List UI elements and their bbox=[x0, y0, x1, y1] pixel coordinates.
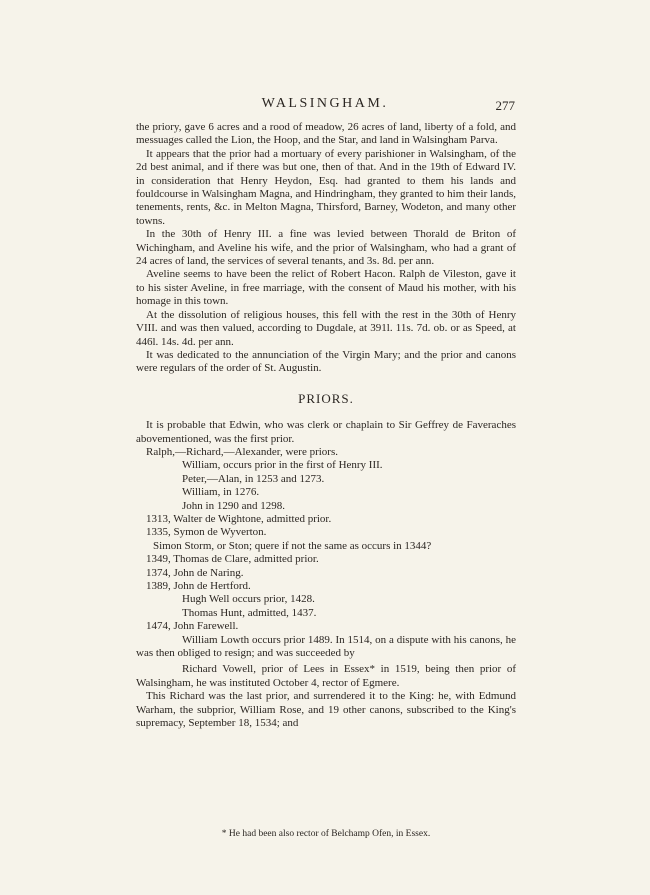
list-item: 1474, John Farewell. bbox=[146, 620, 239, 633]
list-item: Thomas Hunt, admitted, 1437. bbox=[182, 606, 317, 619]
section-heading: PRIORS. bbox=[298, 390, 354, 406]
list-item: 1389, John de Hertford. bbox=[146, 580, 251, 592]
list-item: Richard Vowell, prior of Lees in Essex* in 1519, being then prior of Walsingham, he was instituted October 4, rector of Egmere. bbox=[136, 663, 516, 689]
list-item: Hugh Well occurs prior, 1428. bbox=[182, 593, 315, 606]
list-item: John in 1290 and 1298. bbox=[182, 499, 285, 512]
list-item: Ralph,—Richard,—Alexander, were priors. bbox=[146, 445, 339, 458]
footnote: * He had been also rector of Belchamp Ofen, in Essex. bbox=[221, 829, 431, 839]
paragraph: This Richard was the last prior, and surrendered it to the King: he, with Edmund Warham, the subprior, William Rose, and 19 other canons, subscribed to the King's supremacy, September 18, 1534; and bbox=[136, 690, 516, 730]
paragraph: At the dissolution of religious houses, this fell with the rest in the 30th of Henry VIII. and was then valued, according to Dugdale, at 391l. 11s. 7d. ob. or as Speed, at 446l. 14s. 4d. per ann. bbox=[136, 308, 516, 348]
body-text bbox=[136, 121, 516, 730]
list-item: 1313, Walter de Wightone, admitted prior. bbox=[146, 512, 332, 525]
list-item: Simon Storm, or Ston; quere if not the same as occurs in 1344? bbox=[153, 539, 432, 552]
list-item: William, in 1276. bbox=[182, 486, 260, 499]
paragraph: In the 30th of Henry III. a fine was levied between Thorald de Briton of Wichingham, and Aveline his wife, and the prior of Walsingham, who had a grant of 24 acres of land, the services of several tenants, and 3s. 8d. per ann. bbox=[136, 228, 516, 268]
list-item: 1335, Symon de Wyverton. bbox=[146, 526, 267, 539]
paragraph: the priory, gave 6 acres and a rood of meadow, 26 acres of land, liberty of a fold, and messuages called the Lion, the Hoop, and the Star, and land in Walsingham Parva. bbox=[136, 121, 516, 147]
paragraph: It was dedicated to the annunciation of the Virgin Mary; and the prior and canons were regulars of the order of St. Augustin. bbox=[136, 348, 516, 375]
paragraph: It appears that the prior had a mortuary of every parishioner in Walsingham, of the 2d best animal, and if there was but one, then of that. And in the 19th of Edward IV. in consideration that Henry Heydon, Esq. had granted to them his lands and fouldcourse in Walsingham Magna, and Hindringham, they granted to him their lands, tenements, rents, &c. in Melton Magna, Thirsford, Barney, Wodeton, and many other towns. bbox=[136, 147, 516, 227]
list-item: Peter,—Alan, in 1253 and 1273. bbox=[182, 472, 325, 485]
page-number: 277 bbox=[495, 98, 515, 113]
list-item: William, occurs prior in the first of Henry III. bbox=[182, 459, 383, 472]
list-item: William Lowth occurs prior 1489. In 1514, on a dispute with his canons, he was then obliged to resign; and was succeeded by bbox=[136, 633, 516, 660]
paragraph: Aveline seems to have been the relict of Robert Hacon. Ralph de Vileston, gave it to his sister Aveline, in free marriage, with the consent of Maud his mother, with his homage in this town. bbox=[136, 268, 516, 308]
running-head bbox=[0, 96, 650, 116]
running-title: WALSINGHAM. bbox=[261, 96, 389, 111]
list-item: 1349, Thomas de Clare, admitted prior. bbox=[146, 553, 319, 566]
paragraph: It is probable that Edwin, who was clerk or chaplain to Sir Geffrey de Faveraches abovementioned, was the first prior. bbox=[136, 419, 516, 445]
list-item: 1374, John de Naring. bbox=[146, 566, 244, 579]
